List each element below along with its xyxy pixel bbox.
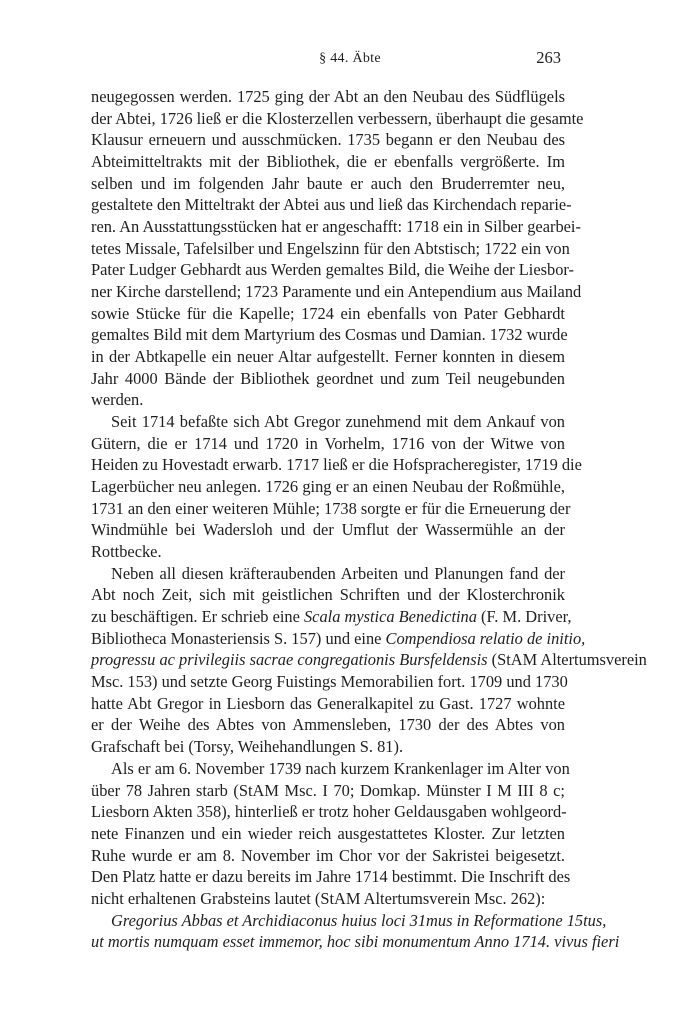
- text-line: [91, 910, 607, 932]
- text-line: [91, 888, 565, 910]
- text-line: [91, 303, 565, 325]
- text-line: [91, 714, 565, 736]
- page-number: 263: [536, 48, 561, 67]
- text-segment: selben und im folgenden Jahr baute er auch den Bruderremter neu,: [91, 173, 565, 193]
- text-line: [91, 671, 568, 693]
- text-line: [91, 324, 568, 346]
- italic-text: progressu ac privilegiis sacrae congregationis Bursfeldensis: [91, 650, 488, 670]
- text-line: [91, 823, 565, 845]
- text-segment: 1731 an den einer weiteren Mühle; 1738 sorgte er für die Erneuerung der: [91, 498, 571, 518]
- text-segment: Abteimitteltrakts mit der Bibliothek, die er ebenfalls vergrößerte. Im: [91, 152, 565, 172]
- text-line: [91, 281, 582, 303]
- text-line: [91, 649, 647, 671]
- text-segment: er der Weihe des Abtes von Ammensleben, 1730 der des Abtes von: [91, 715, 565, 735]
- running-head: [0, 48, 700, 72]
- text-line: [91, 584, 565, 606]
- text-segment: Neben all diesen kräfteraubenden Arbeiten und Planungen fand der: [111, 563, 565, 583]
- text-line: [91, 238, 570, 260]
- text-line: [91, 736, 565, 758]
- text-line: [91, 411, 565, 433]
- text-segment: Klausur erneuern und ausschmücken. 1735 begann er den Neubau des: [91, 130, 565, 150]
- text-segment: Als er am 6. November 1739 nach kurzem Krankenlager im Alter von: [111, 758, 570, 778]
- text-segment: über 78 Jahren starb (StAM Msc. I 70; Domkap. Münster I M III 8 c;: [91, 780, 565, 800]
- text-segment: der Abtei, 1726 ließ er die Klosterzellen verbessern, überhaupt die gesamte: [91, 108, 584, 128]
- text-line: [91, 693, 565, 715]
- text-segment: ren. An Ausstattungsstücken hat er angeschafft: 1718 ein in Silber gearbei-: [91, 217, 581, 237]
- text-line: [91, 498, 571, 520]
- text-segment: Rottbecke.: [91, 542, 162, 562]
- text-segment: Seit 1714 befaßte sich Abt Gregor zunehmend mit dem Ankauf von: [111, 412, 565, 432]
- text-segment: in der Abtkapelle ein neuer Altar aufgestellt. Ferner konnten in diesem: [91, 347, 565, 367]
- text-line: [91, 801, 565, 823]
- text-segment: Den Platz hatte er dazu bereits im Jahre 1714 bestimmt. Die Inschrift des: [91, 867, 571, 887]
- text-line: [91, 628, 586, 650]
- text-line: [91, 433, 565, 455]
- text-line: [91, 368, 565, 390]
- text-line: [91, 389, 565, 411]
- italic-text: Scala mystica Benedictina: [303, 607, 477, 627]
- text-segment: Pater Ludger Gebhardt aus Werden gemaltes Bild, die Weihe der Liesbor-: [91, 260, 574, 280]
- text-line: [91, 866, 571, 888]
- text-segment: Windmühle bei Wadersloh und der Umflut der Wassermühle an der: [91, 520, 565, 540]
- running-title: § 44. Äbte: [319, 51, 381, 66]
- text-segment: werden.: [91, 390, 144, 410]
- text-line: [91, 173, 565, 195]
- text-segment: Lagerbücher neu anlegen. 1726 ging er an einen Neubau der Roßmühle,: [91, 477, 565, 497]
- text-segment: Gütern, die er 1714 und 1720 in Vorhelm, 1716 von der Witwe von: [91, 433, 565, 453]
- text-line: [91, 216, 581, 238]
- text-segment: zu beschäftigen. Er schrieb eine: [91, 607, 304, 627]
- text-line: [91, 758, 570, 780]
- italic-text: Compendiosa relatio de initio,: [385, 628, 586, 648]
- text-segment: Jahr 4000 Bände der Bibliothek geordnet und zum Teil neugebunden: [91, 368, 565, 388]
- text-segment: Ruhe wurde er am 8. November im Chor vor der Sakristei beigesetzt.: [91, 845, 565, 865]
- text-line: [91, 129, 565, 151]
- text-segment: Msc. 153) und setzte Georg Fuistings Memorabilien fort. 1709 und 1730: [91, 672, 568, 692]
- text-line: [91, 931, 620, 953]
- text-line: [91, 151, 565, 173]
- text-segment: tetes Missale, Tafelsilber und Engelszinn für den Abtstisch; 1722 ein von: [91, 238, 570, 258]
- text-segment: Grafschaft bei (Torsy, Weihehandlungen S. 81).: [91, 737, 404, 757]
- italic-text: ut mortis numquam esset immemor, hoc sibi monumentum Anno 1714. vivus fieri: [91, 932, 620, 952]
- text-segment: Heiden zu Hovestadt erwarb. 1717 ließ er die Hofspracheregister, 1719 die: [91, 455, 582, 475]
- italic-text: Gregorius Abbas et Archidiaconus huius loci 31mus in Reformatione 15tus,: [111, 910, 607, 930]
- text-line: [91, 606, 572, 628]
- text-segment: sowie Stücke für die Kapelle; 1724 ein ebenfalls von Pater Gebhardt: [91, 303, 565, 323]
- text-line: [91, 86, 565, 108]
- text-line: [91, 476, 565, 498]
- text-line: [91, 780, 565, 802]
- text-line: [91, 519, 565, 541]
- text-line: [91, 454, 582, 476]
- text-line: [91, 541, 565, 563]
- text-line: [91, 194, 572, 216]
- text-line: [91, 259, 574, 281]
- text-line: [91, 108, 584, 130]
- text-segment: (StAM Altertumsverein: [487, 650, 647, 670]
- text-segment: gemaltes Bild mit dem Martyrium des Cosmas und Damian. 1732 wurde: [91, 325, 568, 345]
- body-text: [91, 86, 647, 953]
- text-line: [91, 845, 565, 867]
- text-line: [91, 563, 565, 585]
- text-segment: neugegossen werden. 1725 ging der Abt an den Neubau des Südflügels: [91, 87, 565, 106]
- text-segment: ner Kirche darstellend; 1723 Paramente und ein Antependium aus Mailand: [91, 282, 582, 302]
- text-segment: Bibliotheca Monasteriensis S. 157) und eine: [91, 628, 386, 648]
- text-segment: nicht erhaltenen Grabsteins lautet (StAM Altertumsverein Msc. 262):: [91, 888, 546, 908]
- text-segment: gestaltete den Mitteltrakt der Abtei aus und ließ das Kirchendach reparie-: [91, 195, 572, 215]
- text-line: [91, 346, 565, 368]
- text-segment: (F. M. Driver,: [476, 607, 572, 627]
- text-segment: hatte Abt Gregor in Liesborn das Generalkapitel zu Gast. 1727 wohnte: [91, 693, 565, 713]
- text-segment: Liesborn Akten 358), hinterließ er trotz hoher Geldausgaben wohlgeord-: [91, 802, 567, 822]
- text-segment: Abt noch Zeit, sich mit geistlichen Schriften und der Klosterchronik: [91, 585, 565, 605]
- text-segment: nete Finanzen und ein wieder reich ausgestattetes Kloster. Zur letzten: [91, 823, 565, 843]
